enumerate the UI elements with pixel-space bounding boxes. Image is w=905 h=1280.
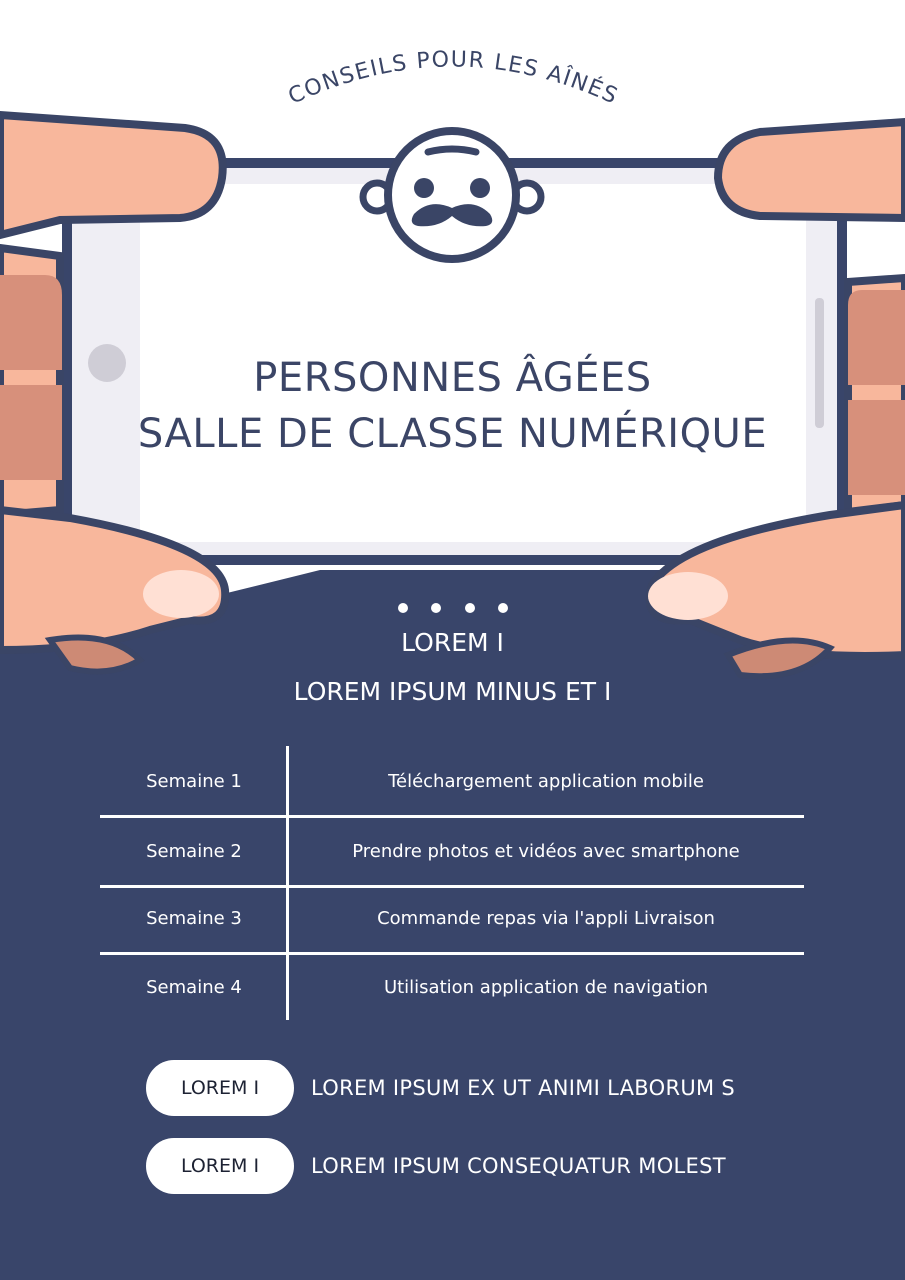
dot — [431, 603, 441, 613]
section-subtitle-2: LOREM IPSUM MINUS ET I — [293, 677, 612, 706]
table-divider — [100, 885, 804, 888]
action-text: LOREM IPSUM EX UT ANIMI LABORUM S — [311, 1076, 736, 1100]
table-row — [100, 836, 804, 866]
table-row — [100, 766, 804, 796]
right-thumb-nail — [648, 572, 728, 620]
lorem-button[interactable]: LOREM I — [146, 1060, 294, 1116]
dots-divider — [398, 603, 508, 615]
dot — [398, 603, 408, 613]
action-text: LOREM IPSUM CONSEQUATUR MOLEST — [311, 1154, 726, 1178]
screen-title-line-2: SALLE DE CLASSE NUMÉRIQUE — [137, 411, 768, 457]
dot — [465, 603, 475, 613]
action-row — [146, 1138, 726, 1194]
week-label: Semaine 2 — [146, 840, 242, 862]
week-label: Semaine 1 — [146, 770, 242, 792]
task-label: Commande repas via l'appli Livraison — [377, 907, 715, 929]
schedule-table — [100, 746, 804, 1020]
left-thumb-nail — [143, 570, 219, 618]
table-divider — [100, 815, 804, 818]
task-label: Utilisation application de navigation — [383, 976, 709, 998]
week-label: Semaine 4 — [146, 976, 242, 998]
lorem-button[interactable]: LOREM I — [146, 1138, 294, 1194]
dot — [498, 603, 508, 613]
screen-title-line-1: PERSONNES ÂGÉES — [253, 355, 652, 401]
task-label: Prendre photos et vidéos avec smartphone — [352, 840, 740, 862]
week-label: Semaine 3 — [146, 907, 242, 929]
section-subtitle-1: LOREM I — [401, 628, 504, 657]
arc-title: CONSEILS POUR LES AÎNÉS — [284, 47, 623, 110]
table-row — [100, 972, 804, 1002]
task-label: Téléchargement application mobile — [388, 770, 704, 792]
action-row — [146, 1060, 735, 1116]
table-divider — [100, 952, 804, 955]
table-row — [100, 903, 804, 933]
